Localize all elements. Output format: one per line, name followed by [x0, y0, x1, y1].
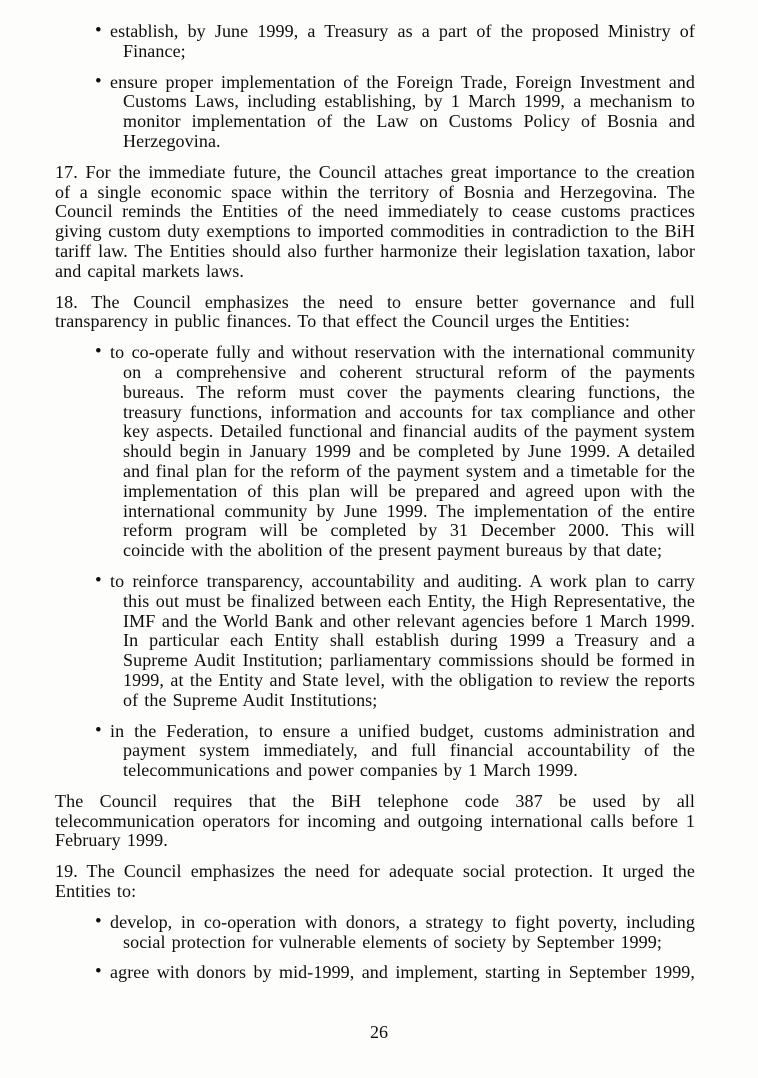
paragraph-17: 17. For the immediate future, the Council attaches great importance to the creation of a single economic space within the territory of Bosnia and Herzegovina. The Council reminds the Entities of the need immediately to cease customs practices giving custom duty exemptions to imported commodities in contradiction to the BiH tariff law. The Entities should also further harmonize their legislation taxation, labor and capital markets laws.	[55, 161, 695, 281]
bullet-agree-with-donors	[95, 961, 695, 983]
bullet-icon: •	[95, 569, 102, 591]
bullet-foreign-trade-laws	[95, 70, 695, 152]
paragraph-telephone-code: The Council requires that the BiH telephone code 387 be used by all telecommunication operators for incoming and outgoing international calls before 1 February 1999.	[55, 790, 695, 851]
bullet-icon: •	[95, 341, 102, 363]
bullet-text: ensure proper implementation of the Foreign Trade, Foreign Investment and Customs Laws, including establishing, by 1 March 1999, a mechanism to monitor implementation of the Law on Customs Policy of Bosnia and Herzegovina.	[110, 71, 695, 151]
paragraph-18: 18. The Council emphasizes the need to ensure better governance and full transparency in public finances. To that effect the Council urges the Entities:	[55, 291, 695, 332]
bullet-federation-unified-budget	[95, 719, 695, 781]
bullet-icon: •	[95, 70, 102, 92]
bullet-text: develop, in co-operation with donors, a strategy to fight poverty, including social protection for vulnerable elements of society by September 1999;	[110, 911, 695, 952]
bullet-text: to reinforce transparency, accountability and auditing. A work plan to carry this out must be finalized between each Entity, the High Representative, the IMF and the World Bank and other relevant agencies before 1 March 1999. In particular each Entity shall establish during 1999 a Treasury and a Supreme Audit Institution; parliamentary commissions should be formed in 1999, at the Entity and State level, with the obligation to review the reports of the Supreme Audit Institutions;	[110, 570, 695, 710]
bullet-text: establish, by June 1999, a Treasury as a part of the proposed Ministry of Finance;	[110, 21, 695, 61]
bullet-icon: •	[95, 719, 102, 741]
bullet-establish-treasury	[95, 20, 695, 62]
bullet-poverty-strategy	[95, 910, 695, 953]
bullet-icon: •	[95, 961, 102, 983]
document-body	[55, 22, 695, 994]
bullet-transparency-auditing	[95, 569, 695, 711]
paragraph-19: 19. The Council emphasizes the need for adequate social protection. It urged the Entities to:	[55, 861, 695, 902]
bullet-text: agree with donors by mid-1999, and implement, starting in September 1999,	[110, 962, 695, 983]
page-number: 26	[370, 1022, 388, 1042]
bullet-payments-bureaus-reform	[95, 341, 695, 561]
bullet-text: to co-operate fully and without reservation with the international community on a comprehensive and coherent structural reform of the payments bureaus. The reform must cover the payments clearing functions, the treasury functions, information and accounts for tax compliance and other key aspects. Detailed functional and financial audits of the payment system should begin in January 1999 and be completed by June 1999. A detailed and final plan for the reform of the payment system and a timetable for the implementation of this plan will be prepared and agreed upon with the international community by June 1999. The implementation of the entire reform program will be completed by 31 December 2000. This will coincide with the abolition of the present payment bureaus by that date;	[110, 342, 695, 561]
bullet-icon: •	[95, 910, 102, 932]
bullet-text: in the Federation, to ensure a unified budget, customs administration and payment system immediately, and full financial accountability of the telecommunications and power companies by 1 March 1999.	[110, 720, 695, 781]
bullet-icon: •	[95, 20, 102, 41]
